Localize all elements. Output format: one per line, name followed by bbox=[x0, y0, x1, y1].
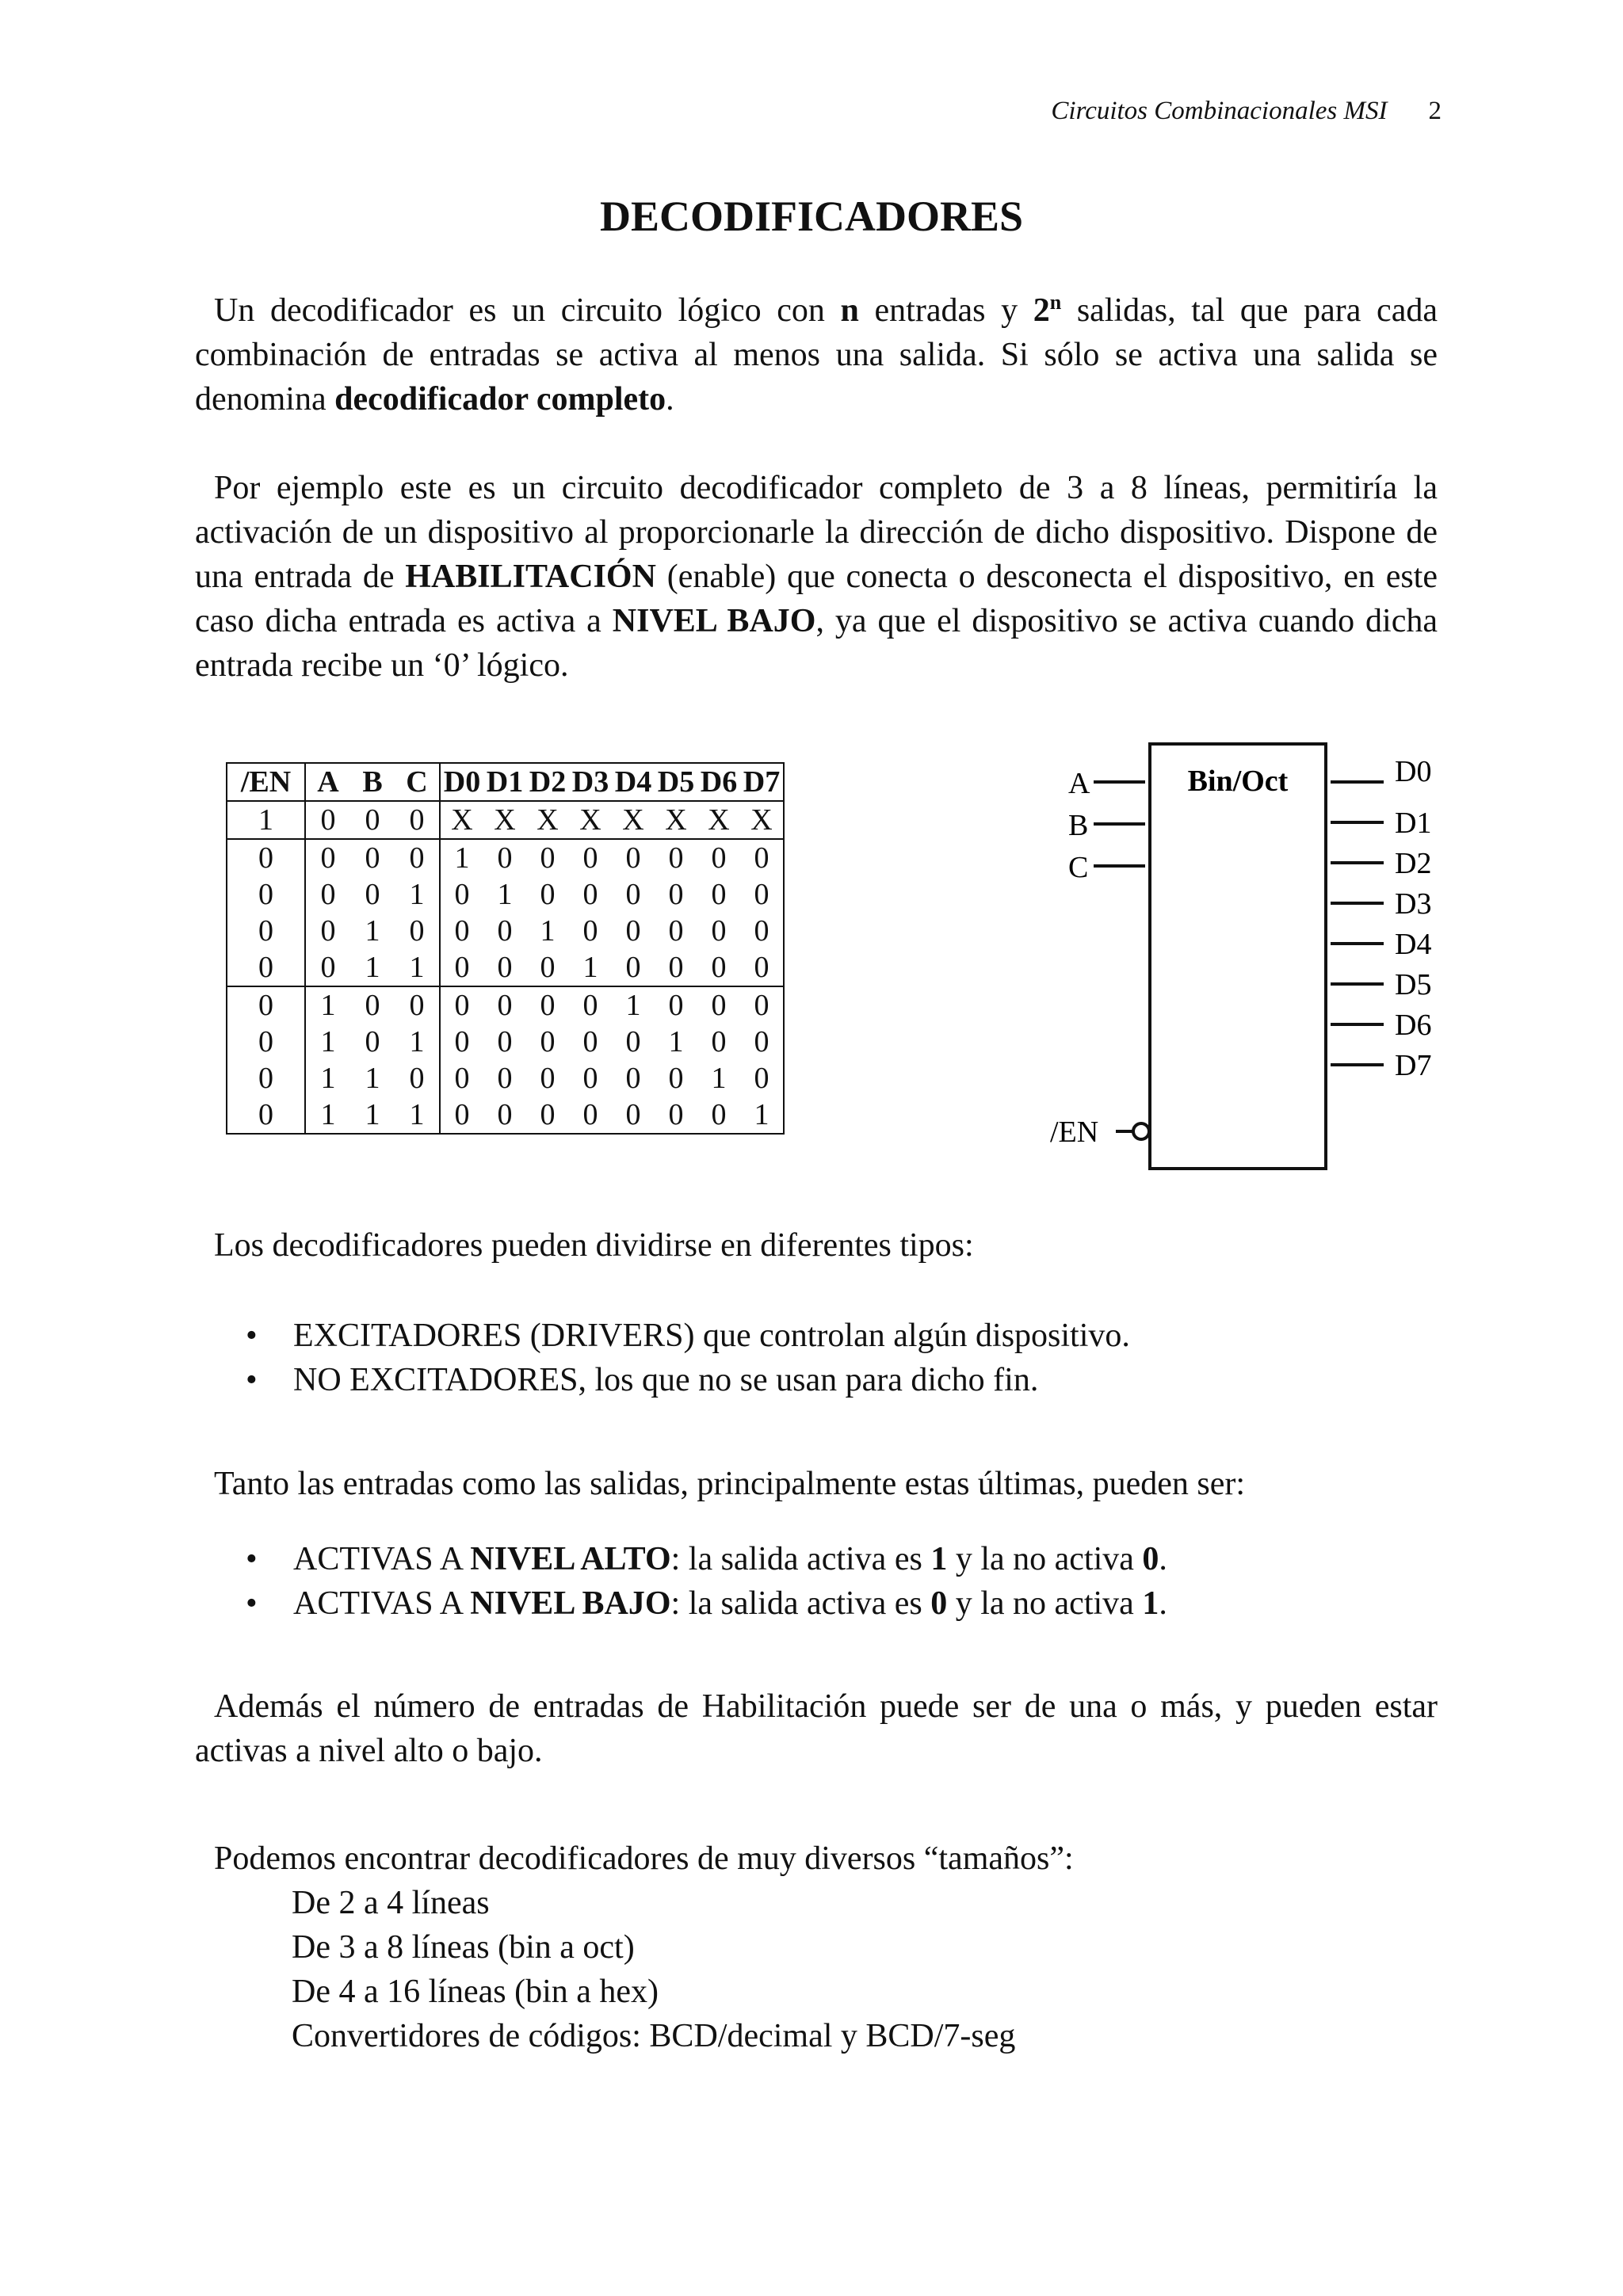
table-cell: 1 bbox=[395, 876, 440, 913]
block-label: Bin/Oct bbox=[1187, 765, 1289, 798]
table-cell: 1 bbox=[365, 1062, 380, 1095]
column-header: D4 bbox=[612, 763, 655, 801]
table-cell: 0 bbox=[754, 951, 769, 984]
table-cell: 0 bbox=[540, 951, 556, 984]
running-header bbox=[1051, 97, 1442, 126]
column-header: D7 bbox=[740, 763, 784, 801]
output-label: D2 bbox=[1395, 847, 1432, 880]
table-cell: 0 bbox=[668, 951, 684, 984]
table-cell: 0 bbox=[569, 839, 612, 876]
table-cell: 0 bbox=[395, 1060, 440, 1097]
input-label: B bbox=[1068, 809, 1089, 842]
table-cell: X bbox=[494, 803, 516, 837]
table-cell: 0 bbox=[365, 1025, 380, 1058]
table-cell: 0 bbox=[227, 986, 305, 1024]
enable-inversion-bubble bbox=[1133, 1123, 1149, 1139]
p1-text-3: salidas, tal que para cada combinación de entradas se activa al menos una salida. Si sólo se activa una salida se denomina bbox=[195, 292, 1438, 418]
table-cell: 0 bbox=[526, 839, 569, 876]
table-cell: 0 bbox=[497, 1062, 513, 1095]
paragraph-types bbox=[195, 1223, 1438, 1268]
table-cell: 0 bbox=[655, 986, 697, 1024]
table-cell: 0 bbox=[625, 951, 641, 984]
table-cell: 0 bbox=[227, 913, 305, 949]
decoder-block-diagram bbox=[1046, 737, 1458, 1180]
table-cell: 0 bbox=[711, 1025, 727, 1058]
table-cell: 0 bbox=[497, 1098, 513, 1131]
table-cell: 0 bbox=[365, 803, 380, 837]
table-cell: 0 bbox=[227, 1097, 305, 1134]
list-item: De 2 a 4 líneas bbox=[292, 1885, 490, 1921]
table-cell: 0 bbox=[668, 1098, 684, 1131]
column-header: D2 bbox=[526, 763, 569, 801]
table-cell: 1 bbox=[305, 986, 350, 1024]
table-cell: 0 bbox=[569, 986, 612, 1024]
table-cell: 0 bbox=[625, 1098, 641, 1131]
table-cell: 0 bbox=[754, 914, 769, 948]
table-cell: 1 bbox=[365, 951, 380, 984]
table-cell: 0 bbox=[612, 839, 655, 876]
table-cell: 1 bbox=[754, 1098, 769, 1131]
sizes-list bbox=[292, 1881, 1015, 2058]
table-cell: 0 bbox=[395, 913, 440, 949]
list-item: Convertidores de códigos: BCD/decimal y BCD/7-seg bbox=[292, 2018, 1016, 2054]
table-cell: 0 bbox=[711, 1098, 727, 1131]
table-cell: 1 bbox=[497, 878, 513, 911]
table-cell: X bbox=[579, 803, 601, 837]
table-cell: 0 bbox=[668, 914, 684, 948]
table-cell: X bbox=[665, 803, 687, 837]
table-row bbox=[227, 1024, 784, 1060]
table-cell: 1 bbox=[540, 914, 556, 948]
table-cell: 0 bbox=[305, 839, 350, 876]
output-label: D0 bbox=[1395, 755, 1432, 788]
table-cell: 0 bbox=[625, 914, 641, 948]
table-cell: 0 bbox=[740, 986, 784, 1024]
output-label: D3 bbox=[1395, 887, 1432, 921]
table-cell: 0 bbox=[740, 839, 784, 876]
p6-text: Podemos encontrar decodificadores de muy diversos “tamaños”: bbox=[214, 1840, 1074, 1877]
table-cell: 0 bbox=[540, 1025, 556, 1058]
table-cell: 0 bbox=[497, 951, 513, 984]
table-cell: 1 bbox=[668, 1025, 684, 1058]
column-header: /EN bbox=[227, 763, 305, 801]
list-item: • EXCITADORES (DRIVERS) que controlan algún dispositivo. bbox=[238, 1314, 1130, 1358]
table-cell: 0 bbox=[625, 878, 641, 911]
p1-two: 2 bbox=[1033, 292, 1050, 329]
table-cell: 1 bbox=[582, 951, 598, 984]
levels-list bbox=[238, 1537, 1167, 1626]
output-label: D5 bbox=[1395, 968, 1432, 1001]
p1-exponent: n bbox=[1049, 291, 1062, 314]
table-cell: 0 bbox=[227, 1024, 305, 1060]
table-cell: 1 bbox=[711, 1062, 727, 1095]
types-list bbox=[238, 1314, 1130, 1402]
table-cell: 0 bbox=[625, 1062, 641, 1095]
table-row bbox=[227, 986, 784, 1024]
table-cell: 1 bbox=[395, 1024, 440, 1060]
table-cell: 0 bbox=[497, 1025, 513, 1058]
list-item: • ACTIVAS A NIVEL BAJO: la salida activa es 0 y la no activa 1. bbox=[238, 1581, 1167, 1626]
table-cell: 0 bbox=[526, 986, 569, 1024]
paragraph-sizes bbox=[195, 1836, 1438, 1881]
table-cell: 0 bbox=[483, 986, 526, 1024]
table-cell: 1 bbox=[612, 986, 655, 1024]
table-cell: 1 bbox=[395, 1097, 440, 1134]
table-cell: X bbox=[750, 803, 773, 837]
table-cell: 0 bbox=[582, 878, 598, 911]
paragraph-levels bbox=[195, 1462, 1438, 1506]
list-item: • ACTIVAS A NIVEL ALTO: la salida activa es 1 y la no activa 0. bbox=[238, 1537, 1167, 1581]
table-cell: 0 bbox=[395, 839, 440, 876]
table-cell: 0 bbox=[711, 914, 727, 948]
p2-bold-2: NIVEL BAJO bbox=[612, 603, 816, 639]
table-cell: 0 bbox=[483, 839, 526, 876]
table-cell: 0 bbox=[227, 839, 305, 876]
table-cell: 1 bbox=[365, 914, 380, 948]
p1-bold-term: decodificador completo bbox=[334, 381, 666, 418]
table-cell: 1 bbox=[440, 839, 483, 876]
column-header: D3 bbox=[569, 763, 612, 801]
table-row bbox=[227, 913, 784, 949]
column-header: D0 bbox=[440, 763, 483, 801]
table-cell: 0 bbox=[454, 951, 470, 984]
table-cell: 0 bbox=[582, 914, 598, 948]
column-header: C bbox=[395, 763, 440, 801]
table-cell: 1 bbox=[365, 1098, 380, 1131]
bullet-icon: • bbox=[246, 1362, 258, 1398]
table-row bbox=[227, 1060, 784, 1097]
input-label: C bbox=[1068, 851, 1089, 884]
bullet-icon: • bbox=[246, 1318, 258, 1354]
table-row bbox=[227, 839, 784, 876]
output-label: D1 bbox=[1395, 807, 1432, 840]
p4-text: Tanto las entradas como las salidas, principalmente estas últimas, pueden ser: bbox=[214, 1466, 1246, 1502]
table-cell: 0 bbox=[540, 1062, 556, 1095]
output-label: D6 bbox=[1395, 1009, 1432, 1042]
table-cell: 0 bbox=[454, 1025, 470, 1058]
table-cell: 1 bbox=[320, 1025, 336, 1058]
p5-text: Además el número de entradas de Habilitación puede ser de una o más, y pueden estar activas a nivel alto o bajo. bbox=[195, 1688, 1438, 1769]
table-cell: 0 bbox=[365, 878, 380, 911]
table-cell: 0 bbox=[625, 1025, 641, 1058]
table-cell: 0 bbox=[711, 951, 727, 984]
table-cell: X bbox=[451, 803, 473, 837]
table-cell: 0 bbox=[697, 839, 740, 876]
table-cell: 0 bbox=[668, 878, 684, 911]
table-cell: 0 bbox=[540, 878, 556, 911]
table-cell: 0 bbox=[655, 839, 697, 876]
p1-text-4: . bbox=[666, 381, 674, 418]
column-header: D5 bbox=[655, 763, 697, 801]
paragraph-example bbox=[195, 466, 1438, 688]
table-cell: 0 bbox=[320, 878, 336, 911]
table-cell: X bbox=[537, 803, 559, 837]
table-cell: 0 bbox=[227, 876, 305, 913]
table-cell: 0 bbox=[454, 914, 470, 948]
table-row bbox=[227, 876, 784, 913]
table-cell: 1 bbox=[320, 1098, 336, 1131]
table-cell: 0 bbox=[454, 1098, 470, 1131]
table-cell: X bbox=[708, 803, 730, 837]
table-cell: 0 bbox=[395, 986, 440, 1024]
p2-text-1: Por ejemplo este es un circuito decodificador completo de 3 a 8 líneas, permitiría la activación de un dispositivo al proporcionarle la dirección de dicho dispositivo. Dispone de una entrada de bbox=[195, 470, 1438, 595]
table-cell: 0 bbox=[582, 1062, 598, 1095]
table-row bbox=[227, 1097, 784, 1134]
column-header: D1 bbox=[483, 763, 526, 801]
table-cell: 0 bbox=[497, 914, 513, 948]
p1-text-2: entradas y bbox=[858, 292, 1033, 329]
table-cell: 1 bbox=[395, 949, 440, 986]
decoder-block bbox=[1150, 744, 1326, 1169]
list-item: • NO EXCITADORES, los que no se usan para dicho fin. bbox=[238, 1358, 1130, 1402]
truth-table bbox=[226, 762, 785, 1135]
output-label: D7 bbox=[1395, 1049, 1432, 1082]
page-title: DECODIFICADORES bbox=[599, 193, 1024, 240]
truth-table-header-row bbox=[227, 763, 784, 801]
table-cell: 0 bbox=[454, 1062, 470, 1095]
table-row bbox=[227, 949, 784, 986]
table-cell: 0 bbox=[440, 986, 483, 1024]
table-row bbox=[227, 801, 784, 839]
table-cell: 0 bbox=[320, 803, 336, 837]
column-header: D6 bbox=[697, 763, 740, 801]
table-cell: 0 bbox=[540, 1098, 556, 1131]
p1-n: n bbox=[840, 292, 859, 329]
table-cell: 0 bbox=[754, 1062, 769, 1095]
column-header: B bbox=[350, 763, 395, 801]
paragraph-enable-inputs bbox=[195, 1684, 1438, 1773]
table-cell: 0 bbox=[320, 951, 336, 984]
table-cell: 0 bbox=[754, 1025, 769, 1058]
page-number: 2 bbox=[1428, 97, 1442, 125]
table-cell: 0 bbox=[350, 839, 395, 876]
table-cell: 0 bbox=[711, 878, 727, 911]
p3-text: Los decodificadores pueden dividirse en diferentes tipos: bbox=[214, 1227, 974, 1264]
table-cell: 0 bbox=[350, 986, 395, 1024]
table-cell: 0 bbox=[227, 1060, 305, 1097]
input-label: A bbox=[1068, 767, 1090, 800]
table-cell: 0 bbox=[668, 1062, 684, 1095]
table-cell: 0 bbox=[697, 986, 740, 1024]
table-cell: 0 bbox=[754, 878, 769, 911]
enable-label: /EN bbox=[1050, 1116, 1099, 1149]
list-item: De 4 a 16 líneas (bin a hex) bbox=[292, 1974, 659, 2010]
running-title: Circuitos Combinacionales MSI bbox=[1051, 97, 1388, 125]
table-cell: 1 bbox=[320, 1062, 336, 1095]
paragraph-definition bbox=[195, 288, 1438, 421]
table-cell: 0 bbox=[395, 801, 440, 839]
p2-text-3: , ya que el dispositivo se activa cuando dicha entrada recibe un ‘0’ lógico. bbox=[195, 603, 1438, 684]
table-cell: 0 bbox=[454, 878, 470, 911]
table-cell: X bbox=[622, 803, 644, 837]
p1-text-1: Un decodificador es un circuito lógico con bbox=[214, 292, 841, 329]
table-cell: 0 bbox=[582, 1025, 598, 1058]
table-cell: 0 bbox=[582, 1098, 598, 1131]
p2-text-2: (enable) que conecta o desconecta el dispositivo, en este caso dicha entrada es activa a bbox=[195, 559, 1438, 639]
bullet-icon: • bbox=[246, 1541, 258, 1577]
bullet-icon: • bbox=[246, 1585, 258, 1622]
output-label: D4 bbox=[1395, 928, 1432, 961]
table-cell: 0 bbox=[227, 949, 305, 986]
table-cell: 1 bbox=[227, 801, 305, 839]
p2-bold-1: HABILITACIÓN bbox=[405, 559, 656, 595]
list-item: De 3 a 8 líneas (bin a oct) bbox=[292, 1929, 635, 1966]
column-header: A bbox=[305, 763, 350, 801]
table-cell: 0 bbox=[320, 914, 336, 948]
